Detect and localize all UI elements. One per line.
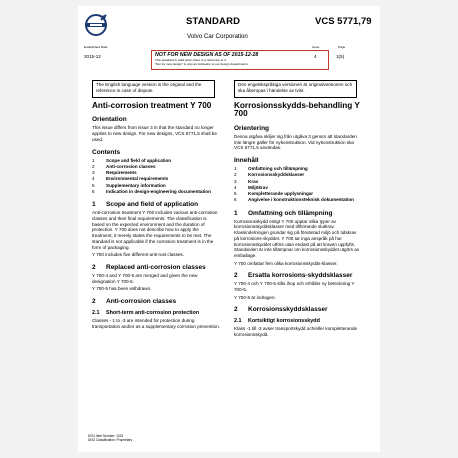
toc-item[interactable]: 4 Miljökrav: [234, 184, 268, 190]
toc-item[interactable]: 3 Requirements: [92, 170, 137, 176]
page-value: 1(5): [336, 54, 345, 59]
toc-item[interactable]: 5 Supplementary information: [92, 182, 166, 188]
toc-item[interactable]: 3 Krav: [234, 178, 259, 184]
section-heading: 2 Replaced anti-corrosion classes: [92, 263, 206, 271]
table-of-contents: [92, 158, 220, 196]
footer-line: DIS1 Item Number: 1023: [88, 434, 124, 438]
toc-item[interactable]: 2 Anti-corrosion classes: [92, 163, 156, 169]
paragraph: Y 700-4 and Y 700-5 are merged and given the new designation Y 700-5.: [92, 272, 198, 284]
toc-item[interactable]: 1 Omfattning och tillämpning: [234, 165, 308, 171]
standard-label: STANDARD: [186, 16, 241, 27]
standard-number: VCS 5771,79: [315, 16, 372, 27]
volvo-logo-icon: [84, 13, 108, 37]
section-heading: Contents: [92, 148, 121, 156]
established-label: Established Date:: [84, 45, 109, 49]
swedish-language-note: Den engelskspråkiga versionen är originalversionen och ska åberopas i händelse av tvist.: [234, 80, 357, 98]
toc-item[interactable]: 6 Angivelse i konstruktionsteknisk dokumentation: [234, 197, 354, 203]
section-heading: 2 Anti-corrosion classes: [92, 298, 177, 306]
subsection-heading: 2.1 Short-term anti-corrosion protection: [92, 310, 200, 317]
swedish-column: [234, 102, 362, 340]
section-heading: 1 Scope and field of application: [92, 201, 199, 209]
paragraph: Y 700 includes five different anti-rust classes.: [92, 252, 185, 258]
paragraph: Y 700-4 och Y 700-5 slås ihop och erhåller ny beteckning Y 700-5.: [234, 281, 355, 293]
not-for-new-design-notice: [151, 50, 329, 70]
section-heading: 2 Korrosionsskyddsklasser: [234, 306, 328, 314]
toc-item[interactable]: 4 Environmental requirements: [92, 176, 169, 182]
paragraph: This issue differs from issue 3 in that the standard no longer applies to new design. For new designs, VCS 5771,5 shall be used.: [92, 125, 217, 142]
toc-item[interactable]: 5 Kompletterande upplysningar: [234, 191, 314, 197]
section-heading: Innehåll: [234, 156, 259, 164]
paragraph: Classes - 1 to -3 are intended for protection during transportation and/or as a supplementary corrosion prevention.: [92, 318, 220, 329]
section-heading: 1 Omfattning och tillämpning: [234, 209, 333, 217]
notice-line: This standard is valid when there is a reference to it.: [155, 58, 227, 62]
english-language-note: The English language version is the original and the reference in case of dispute.: [92, 80, 215, 98]
section-heading: Orientation: [92, 116, 127, 124]
document-page: [78, 6, 380, 452]
issue-value: 4: [314, 54, 317, 59]
notice-text: [155, 59, 249, 67]
toc-item[interactable]: 2 Korrosionsskyddsklasser: [234, 172, 305, 178]
section-heading: 2 Ersatta korrosions-skyddsklasser: [234, 272, 353, 280]
toc-item[interactable]: 1 Scope and field of application: [92, 157, 172, 163]
subsection-heading: 2.1 Kortsiktigt korrosionsskydd: [234, 318, 320, 325]
notice-line: "Not for new design" is only an indication to our design departments.: [155, 61, 249, 66]
toc-item[interactable]: 6 Indication in design-engineering documentation: [92, 189, 211, 194]
page-footer: [88, 434, 132, 443]
notice-title: NOT FOR NEW DESIGN AS OF 2015-12-28: [155, 52, 259, 58]
document-title: Anti-corrosion treatment Y 700: [92, 101, 212, 110]
paragraph: Y 700 omfattar fem olika korrosionsskydds-klasser.: [234, 260, 338, 266]
section-heading: Orientering: [234, 124, 270, 132]
table-of-contents: [234, 166, 362, 204]
established-value: 2015-12: [84, 54, 101, 59]
page-label: Page: [338, 45, 346, 49]
footer-line: DIS2 Classification: Proprietary: [88, 438, 133, 443]
english-column: [92, 102, 220, 331]
paragraph: Y 700-6 är indragen.: [234, 294, 276, 300]
paragraph: Y 700-5 has been withdrawn.: [92, 286, 152, 292]
paragraph: Klass -1 till -3 avser transportskydd och/eller kompletterande korrosionsskydd.: [234, 326, 358, 338]
paragraph: Anti-corrosion treatment Y 700 includes various anti-corrosion classes and their final requirements. The classification is based on the expected environment and the duration of protection. Y 700 does not describe how to apply the treatment; it merely states the requirements to be met. The standard is not applicable if the corrosion treatment is in the form of packaging.: [92, 210, 218, 250]
issue-label: Issue: [312, 45, 320, 49]
paragraph: Denna utgåva skiljer sig från utgåva 3 genom att standarden inte längre gäller för nykonstruktion. Vid nykonstruktion ska VCS 5771,5 användas.: [234, 133, 357, 151]
document-title: Korrosionsskydds-behandling Y 700: [234, 101, 360, 119]
paragraph: Korrosionsskydd enligt Y 700 upptar olika typer av korrosionsskyddsklasser med tillhörande slutkrav. Klassindelningen grundar sig på förväntad miljö och tidskrav på korrosions-skyddet. Y 700 tar inga anspråk på hur korrosionsskyddet utförs utan endast på att kraven uppfylls. Standarden är inte tillämpnar om korrosionsskyddet utgörs av emballage.: [234, 218, 360, 258]
company-name: Volvo Car Corporation: [187, 33, 248, 40]
